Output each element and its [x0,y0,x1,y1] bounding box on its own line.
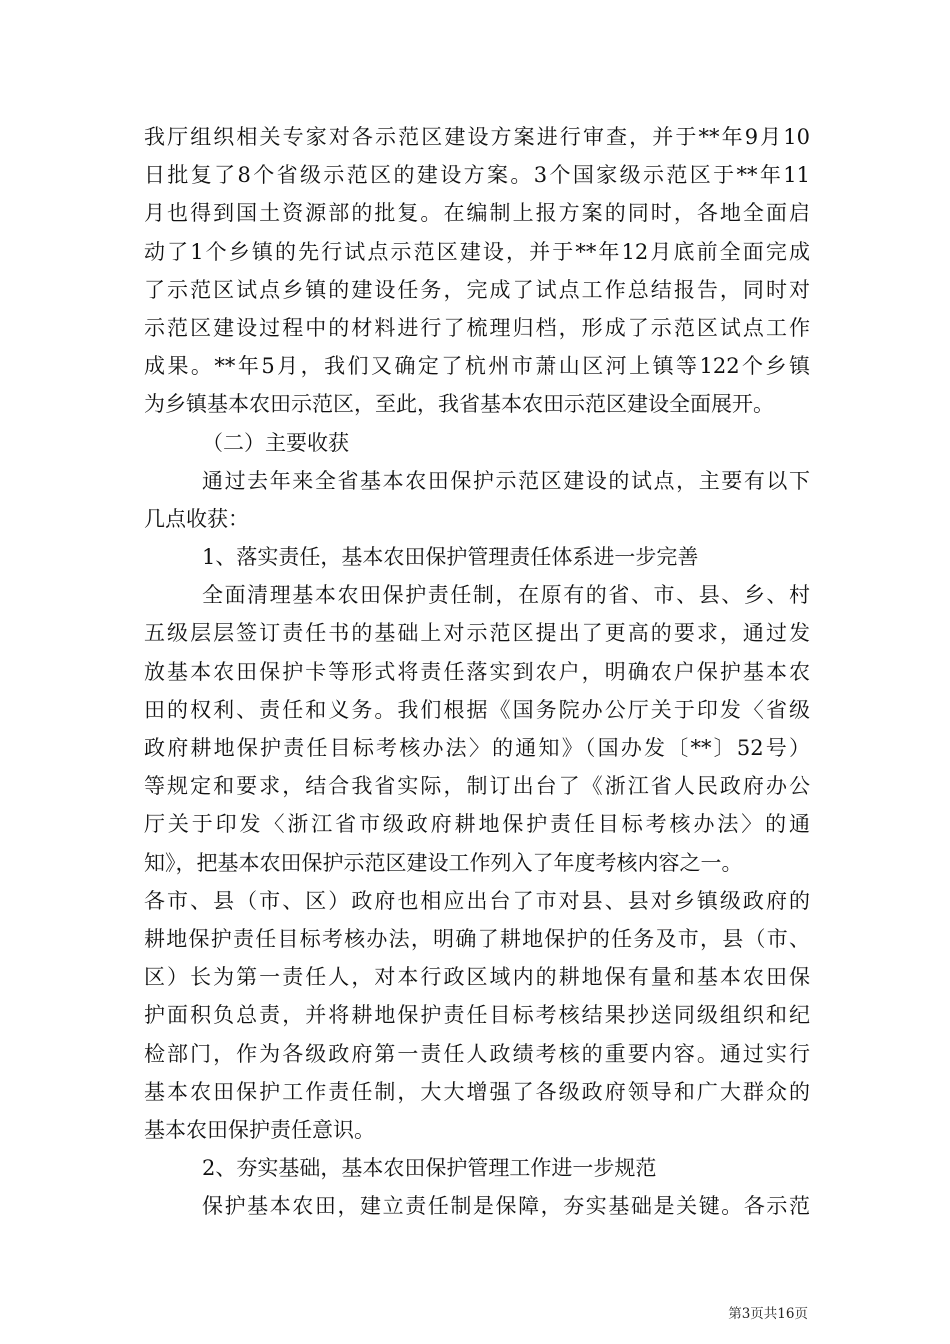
paragraph-line: 五级层层签订责任书的基础上对示范区提出了更高的要求，通过发 [144,621,810,646]
paragraph-line: 保护基本农田，建立责任制是保障，夯实基础是关键。各示范 [202,1194,810,1219]
section-heading: （二）主要收获 [202,430,349,455]
paragraph-line: 几点收获： [144,506,249,531]
paragraph-line: 护面积负总责，并将耕地保护责任目标考核结果抄送同级组织和纪 [144,1003,810,1028]
body-text [144,118,810,1225]
paragraph-line: 知》，把基本农田保护示范区建设工作列入了年度考核内容之一。 [144,850,743,875]
paragraph-line: 基本农田保护责任意识。 [144,1117,375,1142]
section-heading: 2、夯实基础，基本农田保护管理工作进一步规范 [202,1156,657,1181]
paragraph-line: 我厅组织相关专家对各示范区建设方案进行审查，并于**年9月10 [144,125,810,149]
paragraph-line: 了示范区试点乡镇的建设任务，完成了试点工作总结报告，同时对 [144,277,810,302]
paragraph-line: 检部门，作为各级政府第一责任人政绩考核的重要内容。通过实行 [144,1041,810,1066]
paragraph-line: 厅关于印发〈浙江省市级政府耕地保护责任目标考核办法〉的通 [144,812,810,837]
paragraph-line: 等规定和要求，结合我省实际，制订出台了《浙江省人民政府办公 [144,774,810,799]
paragraph-line: 区）长为第一责任人，对本行政区域内的耕地保有量和基本农田保 [144,965,810,990]
page-number: 第3页共16页 [728,1306,808,1322]
paragraph-line: 为乡镇基本农田示范区，至此，我省基本农田示范区建设全面展开。 [144,392,774,417]
paragraph-line: 田的权利、责任和义务。我们根据《国务院办公厅关于印发〈省级 [144,697,810,722]
paragraph-line: 通过去年来全省基本农田保护示范区建设的试点，主要有以下 [202,468,810,493]
paragraph-line: 全面清理基本农田保护责任制，在原有的省、市、县、乡、村 [202,583,810,608]
paragraph-line: 动了1个乡镇的先行试点示范区建设，并于**年12月底前全面完成 [144,239,810,264]
paragraph-line: 基本农田保护工作责任制，大大增强了各级政府领导和广大群众的 [144,1079,810,1104]
paragraph-line: 成果。**年5月，我们又确定了杭州市萧山区河上镇等122个乡镇 [144,354,810,379]
paragraph-line: 示范区建设过程中的材料进行了梳理归档，形成了示范区试点工作 [144,315,810,340]
paragraph-line: 日批复了8个省级示范区的建设方案。3个国家级示范区于**年11 [144,163,810,188]
paragraph-line: 月也得到国土资源部的批复。在编制上报方案的同时，各地全面启 [144,201,810,226]
paragraph-line: 放基本农田保护卡等形式将责任落实到农户，明确农户保护基本农 [144,659,810,684]
paragraph-line: 耕地保护责任目标考核办法，明确了耕地保护的任务及市，县（市、 [144,926,810,951]
paragraph-line: 政府耕地保护责任目标考核办法〉的通知》（国办发〔**〕52号） [144,736,810,760]
paragraph-line: 各市、县（市、区）政府也相应出台了市对县、县对乡镇级政府的 [144,888,810,913]
section-heading: 1、落实责任，基本农田保护管理责任体系进一步完善 [202,545,699,570]
